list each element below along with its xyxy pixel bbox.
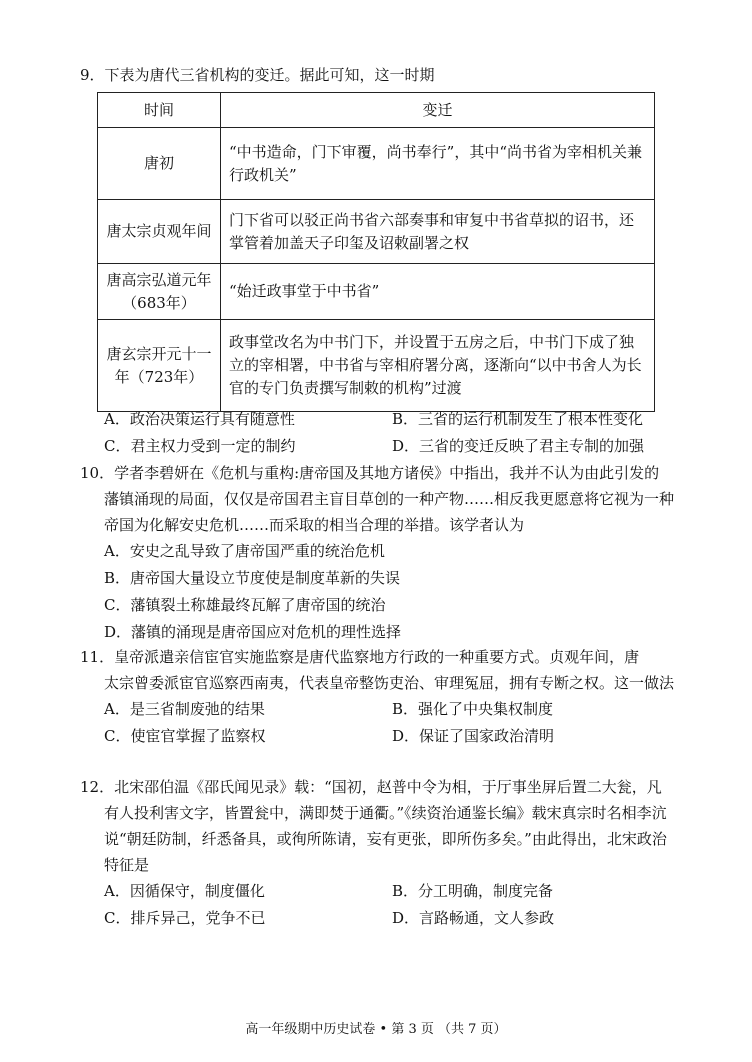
table-cell-time: 唐初 (98, 128, 221, 200)
table-row (98, 128, 655, 200)
question-9-text: 9．下表为唐代三省机构的变迁。据此可知，这一时期 (80, 66, 435, 84)
table-cell-change: “中书造命，门下审覆，尚书奉行”，其中“尚书省为宰相机关兼行政机关” (221, 128, 655, 200)
option-a[interactable]: A．因循保守，制度僵化 (104, 882, 265, 900)
table-header-change: 变迁 (221, 93, 655, 128)
table-cell-change: “始迁政事堂于中书省” (221, 264, 655, 320)
question-11-stem-rest: 太宗曾委派宦官巡察西南夷，代表皇帝整饬吏治、审理冤屈，拥有专断之权。这一做法 (104, 674, 675, 692)
option-b[interactable]: B．强化了中央集权制度 (392, 700, 554, 718)
table-header-time: 时间 (98, 93, 221, 128)
question-10-stem-first: 10．学者李碧妍在《危机与重构:唐帝国及其地方诸侯》中指出，我并不认为由此引发的 (80, 464, 660, 482)
option-a[interactable]: A．政治决策运行具有随意性 (104, 410, 295, 428)
option-b[interactable]: B．唐帝国大量设立节度使是制度革新的失误 (104, 569, 401, 587)
table-cell-time: 唐玄宗开元十一年（723年） (98, 320, 221, 412)
question-12-stem-first: 12．北宋邵伯温《邵氏闻见录》载：“国初，赵普中令为相，于厅事坐屏后置二大瓮，凡 (80, 778, 662, 796)
option-c[interactable]: C．君主权力受到一定的制约 (104, 437, 296, 455)
question-10 (80, 460, 680, 646)
option-a[interactable]: A．是三省制废弛的结果 (104, 700, 265, 718)
table-cell-time: 唐太宗贞观年间 (98, 200, 221, 264)
table-cell-change: 政事堂改名为中书门下，并设置于五房之后，中书门下成了独立的宰相署，中书省与宰相府署分离，逐渐向“以中书舍人为长官的专门负责撰写制敕的机构”过渡 (221, 320, 655, 412)
options-row (80, 696, 680, 723)
option-d[interactable]: D．藩镇的涌现是唐帝国应对危机的理性选择 (104, 623, 402, 641)
options-row (80, 433, 680, 460)
question-10-stem-rest: 藩镇涌现的局面，仅仅是帝国君主盲目草创的一种产物……相反我更愿意将它视为一种帝国为化解安史危机……而采取的相当合理的举措。该学者认为 (104, 490, 675, 534)
option-a[interactable]: A．安史之乱导致了唐帝国严重的统治危机 (104, 542, 385, 560)
question-11 (80, 644, 680, 750)
q9-table (97, 92, 655, 412)
option-b[interactable]: B．分工明确，制度完备 (392, 882, 554, 900)
option-c[interactable]: C．排斥异己，党争不已 (104, 909, 266, 927)
table-row (98, 200, 655, 264)
question-9-options (80, 406, 680, 460)
option-d[interactable]: D．三省的变迁反映了君主专制的加强 (392, 437, 645, 455)
options-row (80, 723, 680, 750)
option-b[interactable]: B．三省的运行机制发生了根本性变化 (392, 410, 644, 428)
option-c[interactable]: C．藩镇裂土称雄最终瓦解了唐帝国的统治 (104, 596, 386, 614)
question-9-stem (80, 62, 680, 88)
option-c[interactable]: C．使宦官掌握了监察权 (104, 727, 266, 745)
option-d[interactable]: D．保证了国家政治清明 (392, 727, 555, 745)
option-d[interactable]: D．言路畅通，文人参政 (392, 909, 555, 927)
table-cell-change: 门下省可以驳正尚书省六部奏事和审复中书省草拟的诏书，还掌管着加盖天子印玺及诏敕副署之权 (221, 200, 655, 264)
question-10-options (80, 538, 680, 646)
question-12 (80, 774, 680, 932)
table-header-row (98, 93, 655, 128)
table-cell-time: 唐高宗弘道元年（683年） (98, 264, 221, 320)
options-row (80, 878, 680, 905)
question-11-stem-first: 11．皇帝派遣亲信宦官实施监察是唐代监察地方行政的一种重要方式。贞观年间，唐 (80, 648, 640, 666)
options-row (80, 905, 680, 932)
table-row (98, 264, 655, 320)
question-12-stem-rest: 有人投利害文字，皆置瓮中，满即焚于通衢。”《续资治通鉴长编》载宋真宗时名相李沆说“朝廷防制，纤悉备具，或徇所陈请，妄有更张，即所伤多矣。”由此得出，北宋政治特征是 (104, 804, 667, 874)
options-row (80, 406, 680, 433)
page-footer: 高一年级期中历史试卷 • 第 3 页 （共 7 页） (245, 1022, 507, 1037)
table-row (98, 320, 655, 412)
